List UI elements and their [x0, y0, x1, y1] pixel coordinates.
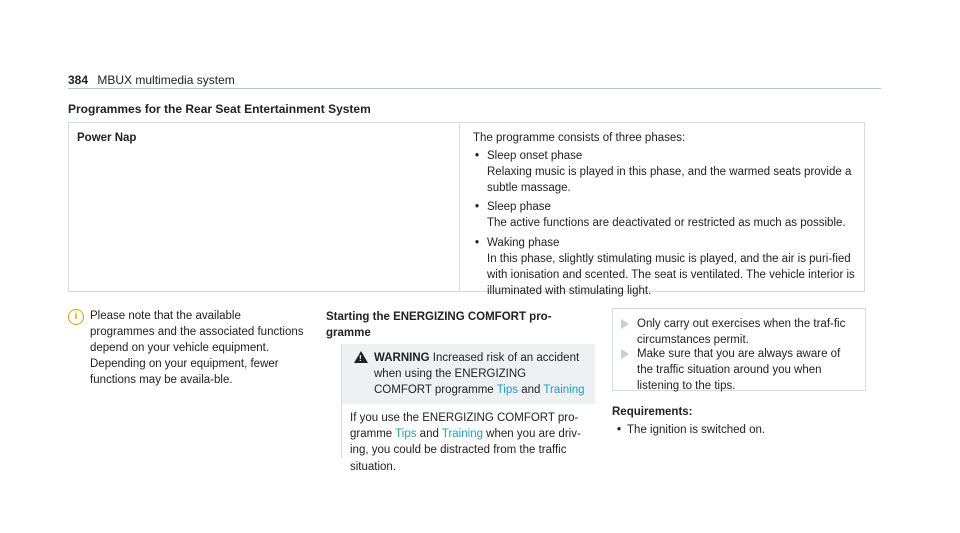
section-title: MBUX multimedia system	[97, 73, 235, 87]
energizing-heading: Starting the ENERGIZING COMFORT pro-gramme	[326, 311, 552, 340]
energizing-section	[326, 309, 596, 341]
tip-item	[621, 346, 859, 394]
info-note	[68, 308, 308, 388]
warning-and: and	[518, 384, 544, 397]
warning-body	[342, 404, 595, 480]
warning-body-and: and	[416, 428, 442, 441]
phase-name: Sleep onset phase	[487, 150, 583, 163]
warning-icon: !	[354, 351, 368, 363]
programme-name: Power Nap	[77, 132, 137, 144]
tips-link-body[interactable]: Tips	[395, 428, 417, 441]
requirement-text: The ignition is switched on.	[627, 424, 766, 437]
requirements-title: Requirements:	[612, 406, 693, 418]
phase-item: • Sleep phase The active functions are deactivated or restricted as much as possible.	[473, 199, 858, 231]
phase-desc: In this phase, slightly stimulating music is played, and the air is puri-fied with ionisation and scented. The seat is ventilated. The vehicle interior is illuminated with stimulating light.	[487, 252, 855, 297]
phase-item: • Waking phase In this phase, slightly stimulating music is played, and the air is puri-fied with ionisation and scented. The seat is ventilated. The vehicle interior is illuminated with stimulating light.	[473, 235, 858, 299]
info-icon: i	[68, 309, 84, 325]
warning-body-part: If you use the ENERGIZING COMFORT pro-gramme	[350, 412, 579, 441]
warning-text	[374, 350, 587, 398]
phase-desc: Relaxing music is played in this phase, and the warmed seats provide a subtle massage.	[487, 166, 852, 195]
warning-text-part: Increased risk of an accident when using the ENERGIZING COMFORT programme	[374, 352, 580, 397]
table-title: Programmes for the Rear Seat Entertainment System	[68, 102, 371, 116]
warning-header	[342, 344, 595, 404]
tip-text: Make sure that you are always aware of the traffic situation around you when listening to the tips.	[637, 348, 841, 393]
phase-desc: The active functions are deactivated or restricted as much as possible.	[487, 217, 846, 230]
page-number: 384	[68, 73, 89, 87]
page-header	[68, 72, 235, 89]
phase-name: Sleep phase	[487, 201, 551, 214]
requirement-item: • The ignition is switched on.	[617, 424, 766, 437]
training-link[interactable]: Training	[543, 384, 585, 397]
tip-text: Only carry out exercises when the traf-fic circumstances permit.	[637, 318, 846, 347]
tip-item	[621, 316, 859, 348]
table-divider	[459, 123, 460, 291]
warning-body-end: when you are driv-ing, you could be distracted from the traffic situation.	[350, 428, 581, 473]
programme-intro: The programme consists of three phases:	[473, 132, 686, 144]
tips-link[interactable]: Tips	[496, 384, 519, 397]
play-icon	[621, 349, 629, 359]
header-divider	[68, 88, 881, 89]
training-link-body[interactable]: Training	[441, 428, 483, 441]
phase-name: Waking phase	[487, 236, 560, 249]
requirements	[612, 404, 765, 438]
play-icon	[621, 319, 629, 329]
warning-box	[341, 344, 595, 473]
phase-list	[473, 148, 858, 299]
tips-box	[612, 308, 866, 391]
warning-label: WARNING	[374, 352, 430, 364]
phase-item: • Sleep onset phase Relaxing music is played in this phase, and the warmed seats provide a subtle massage.	[473, 148, 858, 196]
programme-description	[473, 130, 858, 302]
programme-table	[68, 122, 865, 297]
note-text: Please note that the available programmes and the associated functions depend on your vehicle equipment. Depending on your equipment, fewer functions may be availa-ble.	[90, 310, 304, 387]
